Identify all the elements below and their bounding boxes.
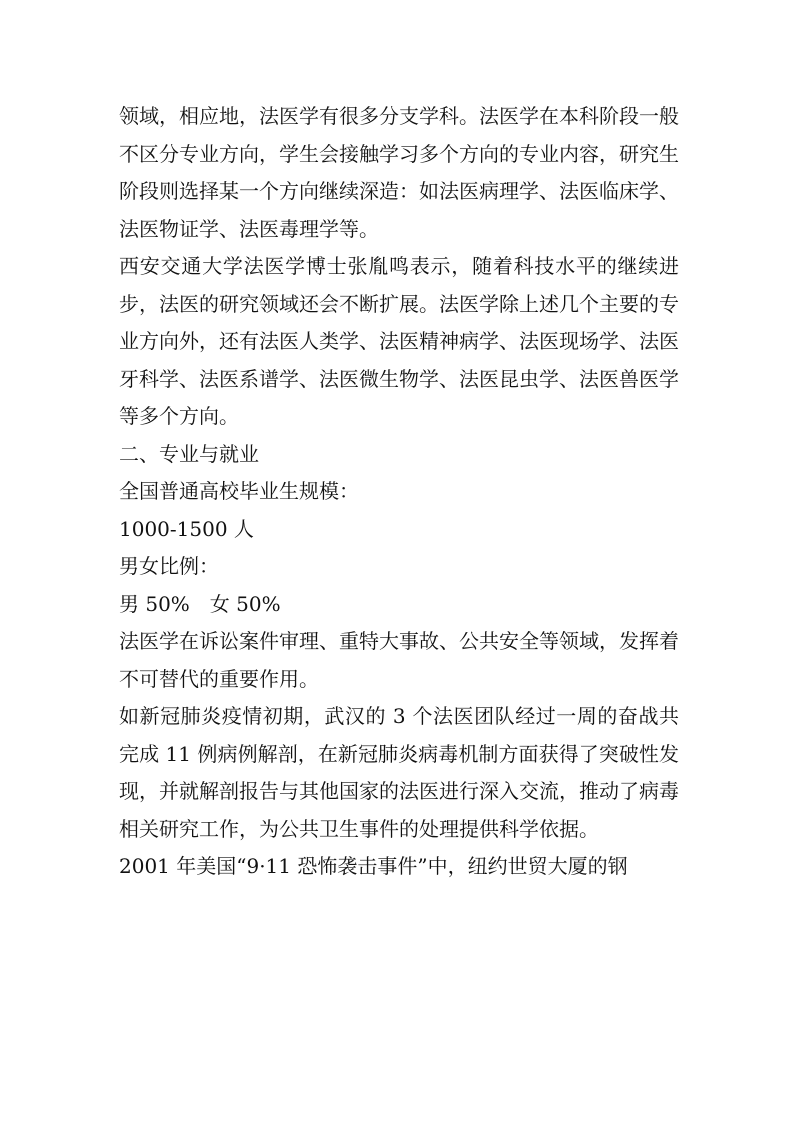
paragraph-forensic-branches: 领域，相应地，法医学有很多分支学科。法医学在本科阶段一般不区分专业方向，学生会接触学习多个方向的专业内容，研究生阶段则选择某一个方向继续深造：如法医病理学、法医临床学、法医物证学、法医毒理学等。 bbox=[119, 104, 679, 241]
document-body bbox=[119, 98, 679, 886]
graduate-scale-label: 全国普通高校毕业生规模： bbox=[119, 479, 359, 503]
paragraph-911-example: 2001 年美国“9·11 恐怖袭击事件”中，纽约世贸大厦的钢 bbox=[119, 854, 628, 878]
gender-ratio-value: 男 50% 女 50% bbox=[119, 591, 281, 616]
graduate-scale-value: 1000-1500 人 bbox=[119, 516, 254, 541]
section-heading-major-employment: 二、专业与就业 bbox=[119, 441, 259, 466]
paragraph-research-expansion: 西安交通大学法医学博士张胤鸣表示，随着科技水平的继续进步，法医的研究领域还会不断扩展。法医学除上述几个主要的专业方向外，还有法医人类学、法医精神病学、法医现场学、法医牙科学、法医系谱学、法医微生物学、法医昆虫学、法医兽医学等多个方向。 bbox=[119, 254, 679, 428]
gender-ratio-label: 男女比例： bbox=[119, 554, 219, 578]
paragraph-role: 法医学在诉讼案件审理、重特大事故、公共安全等领域，发挥着不可替代的重要作用。 bbox=[119, 629, 679, 691]
paragraph-covid-example: 如新冠肺炎疫情初期，武汉的 3 个法医团队经过一周的奋战共完成 11 例病例解剖，在新冠肺炎病毒机制方面获得了突破性发现，并就解剖报告与其他国家的法医进行深入交流，推动了病毒相关研究工作，为公共卫生事件的处理提供科学依据。 bbox=[119, 704, 679, 841]
